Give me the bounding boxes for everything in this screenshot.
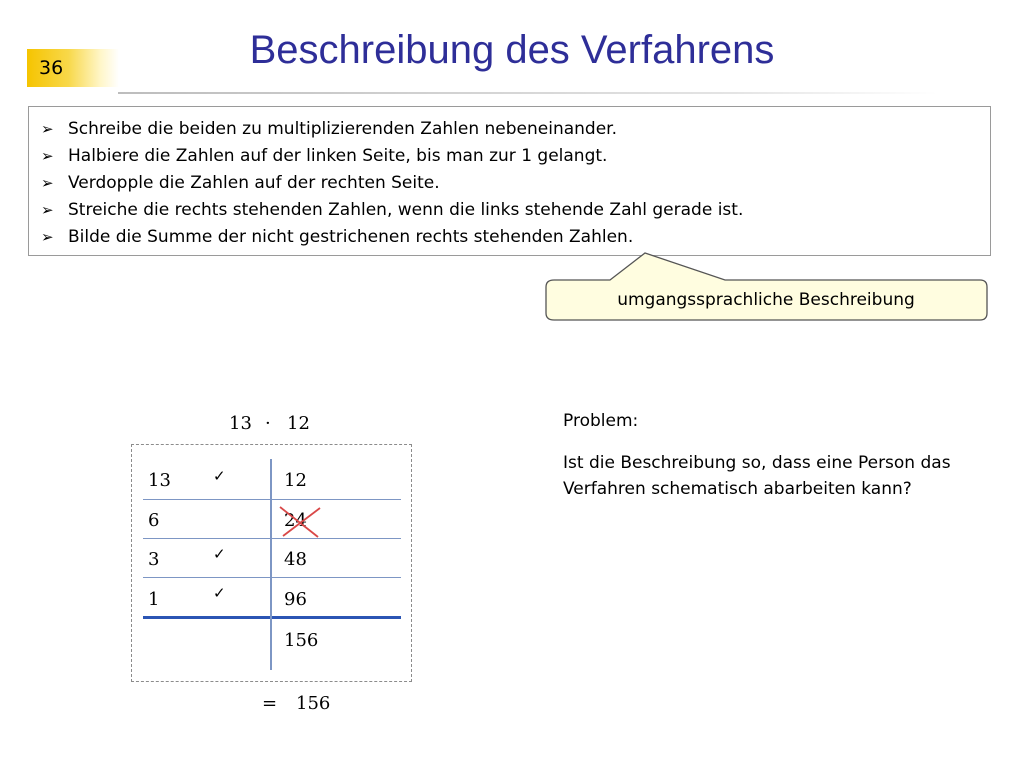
- multiply-dot: ·: [265, 413, 271, 434]
- step-text: Schreibe die beiden zu multiplizierenden Zahlen nebeneinander.: [68, 119, 617, 139]
- list-item: [41, 224, 990, 251]
- sum-value: 156: [284, 630, 319, 651]
- check-icon: ✓: [213, 545, 226, 563]
- list-item: [41, 116, 990, 143]
- table-cell-left: 13: [148, 470, 171, 491]
- slide-number: 36: [27, 49, 119, 87]
- arrow-bullet-icon: ➢: [41, 228, 54, 246]
- callout-text: umgangssprachliche Beschreibung: [617, 290, 915, 310]
- table-cell-right: 48: [284, 549, 307, 570]
- row-divider: [143, 538, 401, 539]
- problem-heading: Problem:: [563, 411, 639, 431]
- step-text: Verdopple die Zahlen auf der rechten Seite.: [68, 173, 440, 193]
- list-item: [41, 143, 990, 170]
- result-value: 156: [296, 693, 331, 714]
- list-item: [41, 170, 990, 197]
- table-cell-right-crossed: 24: [284, 510, 307, 531]
- problem-text: Ist die Beschreibung so, dass eine Person das Verfahren schematisch abarbeiten kann?: [563, 453, 951, 499]
- list-item: [41, 197, 990, 224]
- table-cell-left: 1: [148, 589, 160, 610]
- table-cell-right: 96: [284, 589, 307, 610]
- step-text: Halbiere die Zahlen auf der linken Seite, bis man zur 1 gelangt.: [68, 146, 608, 166]
- row-divider: [143, 499, 401, 500]
- right-factor: 12: [287, 413, 310, 434]
- table-cell-right: 12: [284, 470, 307, 491]
- arrow-bullet-icon: ➢: [41, 120, 54, 138]
- row-divider: [143, 577, 401, 578]
- table-cell-left: 6: [148, 510, 160, 531]
- strike-cross-icon: [276, 502, 324, 542]
- arrow-bullet-icon: ➢: [41, 147, 54, 165]
- table-cell-left: 3: [148, 549, 160, 570]
- column-divider: [270, 459, 272, 670]
- check-icon: ✓: [213, 467, 226, 485]
- step-text: Streiche die rechts stehenden Zahlen, wenn die links stehende Zahl gerade ist.: [68, 200, 744, 220]
- slide-title: Beschreibung des Verfahrens: [249, 28, 775, 72]
- check-icon: ✓: [213, 584, 226, 602]
- arrow-bullet-icon: ➢: [41, 174, 54, 192]
- title-rule: [118, 92, 938, 94]
- steps-list: [41, 116, 990, 251]
- left-factor: 13: [229, 413, 252, 434]
- sum-divider: [143, 616, 401, 619]
- step-text: Bilde die Summe der nicht gestrichenen rechts stehenden Zahlen.: [68, 227, 634, 247]
- steps-box: [28, 106, 991, 256]
- equals-sign: =: [262, 693, 278, 714]
- arrow-bullet-icon: ➢: [41, 201, 54, 219]
